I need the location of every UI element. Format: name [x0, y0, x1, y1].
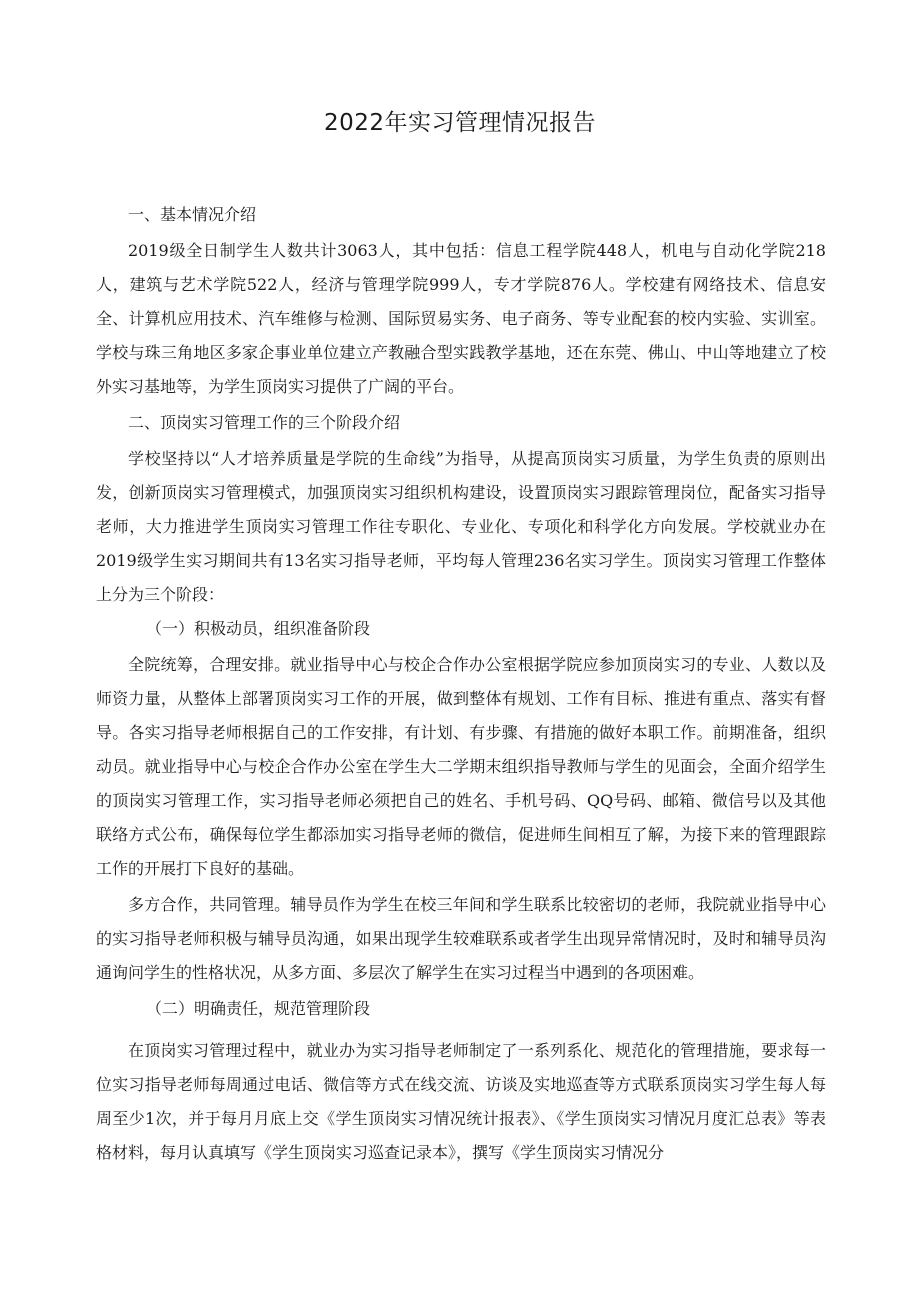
- section-heading-basic-info: 一、基本情况介绍: [128, 205, 257, 224]
- document-body: [96, 198, 826, 1170]
- paragraph-stage-one-b: 多方合作，共同管理。辅导员作为学生在校三年间和学生联系比较密切的老师，我院就业指导中心的实习指导老师积极与辅导员沟通，如果出现学生较难联系或者学生出现异常情况时，及时和辅导员沟通询问学生的性格状况，从多方面、多层次了解学生在实习过程当中遇到的各项困难。: [96, 895, 826, 982]
- section-heading-three-stages: 二、顶岗实习管理工作的三个阶段介绍: [128, 413, 401, 432]
- subsection-heading-stage-two: （二）明确责任，规范管理阶段: [146, 999, 371, 1018]
- paragraph-basic-info: 2019级全日制学生人数共计3063人，其中包括：信息工程学院448人，机电与自动化学院218人，建筑与艺术学院522人，经济与管理学院999人，专才学院876人。学校建有网络技术、信息安全、计算机应用技术、汽车维修与检测、国际贸易实务、电子商务、等专业配套的校内实验、实训室。学校与珠三角地区多家企事业单位建立产教融合型实践教学基地，还在东莞、佛山、中山等地建立了校外实习基地等，为学生顶岗实习提供了广阔的平台。: [96, 241, 826, 396]
- paragraph-stage-two: 在顶岗实习管理过程中，就业办为实习指导老师制定了一系列系化、规范化的管理措施，要求每一位实习指导老师每周通过电话、微信等方式在线交流、访谈及实地巡查等方式联系顶岗实习学生每人每周至少1次，并于每月月底上交《学生顶岗实习情况统计报表》、《学生顶岗实习情况月度汇总表》等表格材料，每月认真填写《学生顶岗实习巡查记录本》，撰写《学生顶岗实习情况分: [96, 1041, 826, 1162]
- page-title: 2022年实习管理情况报告: [323, 110, 597, 136]
- subsection-heading-stage-one: （一）积极动员，组织准备阶段: [146, 619, 371, 638]
- paragraph-stage-one-a: 全院统筹，合理安排。就业指导中心与校企合作办公室根据学院应参加顶岗实习的专业、人数以及师资力量，从整体上部署顶岗实习工作的开展，做到整体有规划、工作有目标、推进有重点、落实有督导。各实习指导老师根据自己的工作安排，有计划、有步骤、有措施的做好本职工作。前期准备，组织动员。就业指导中心与校企合作办公室在学生大二学期末组织指导教师与学生的见面会，全面介绍学生的顶岗实习管理工作，实习指导老师必须把自己的姓名、手机号码、QQ号码、邮箱、微信号以及其他联络方式公布，确保每位学生都添加实习指导老师的微信，促进师生间相互了解，为接下来的管理跟踪工作的开展打下良好的基础。: [96, 655, 826, 878]
- paragraph-three-stages-intro: 学校坚持以“人才培养质量是学院的生命线”为指导，从提高顶岗实习质量，为学生负责的原则出发，创新顶岗实习管理模式，加强顶岗实习组织机构建设，设置顶岗实习跟踪管理岗位，配备实习指导老师，大力推进学生顶岗实习管理工作往专职化、专业化、专项化和科学化方向发展。学校就业办在2019级学生实习期间共有13名实习指导老师，平均每人管理236名实习学生。顶岗实习管理工作整体上分为三个阶段：: [96, 449, 826, 604]
